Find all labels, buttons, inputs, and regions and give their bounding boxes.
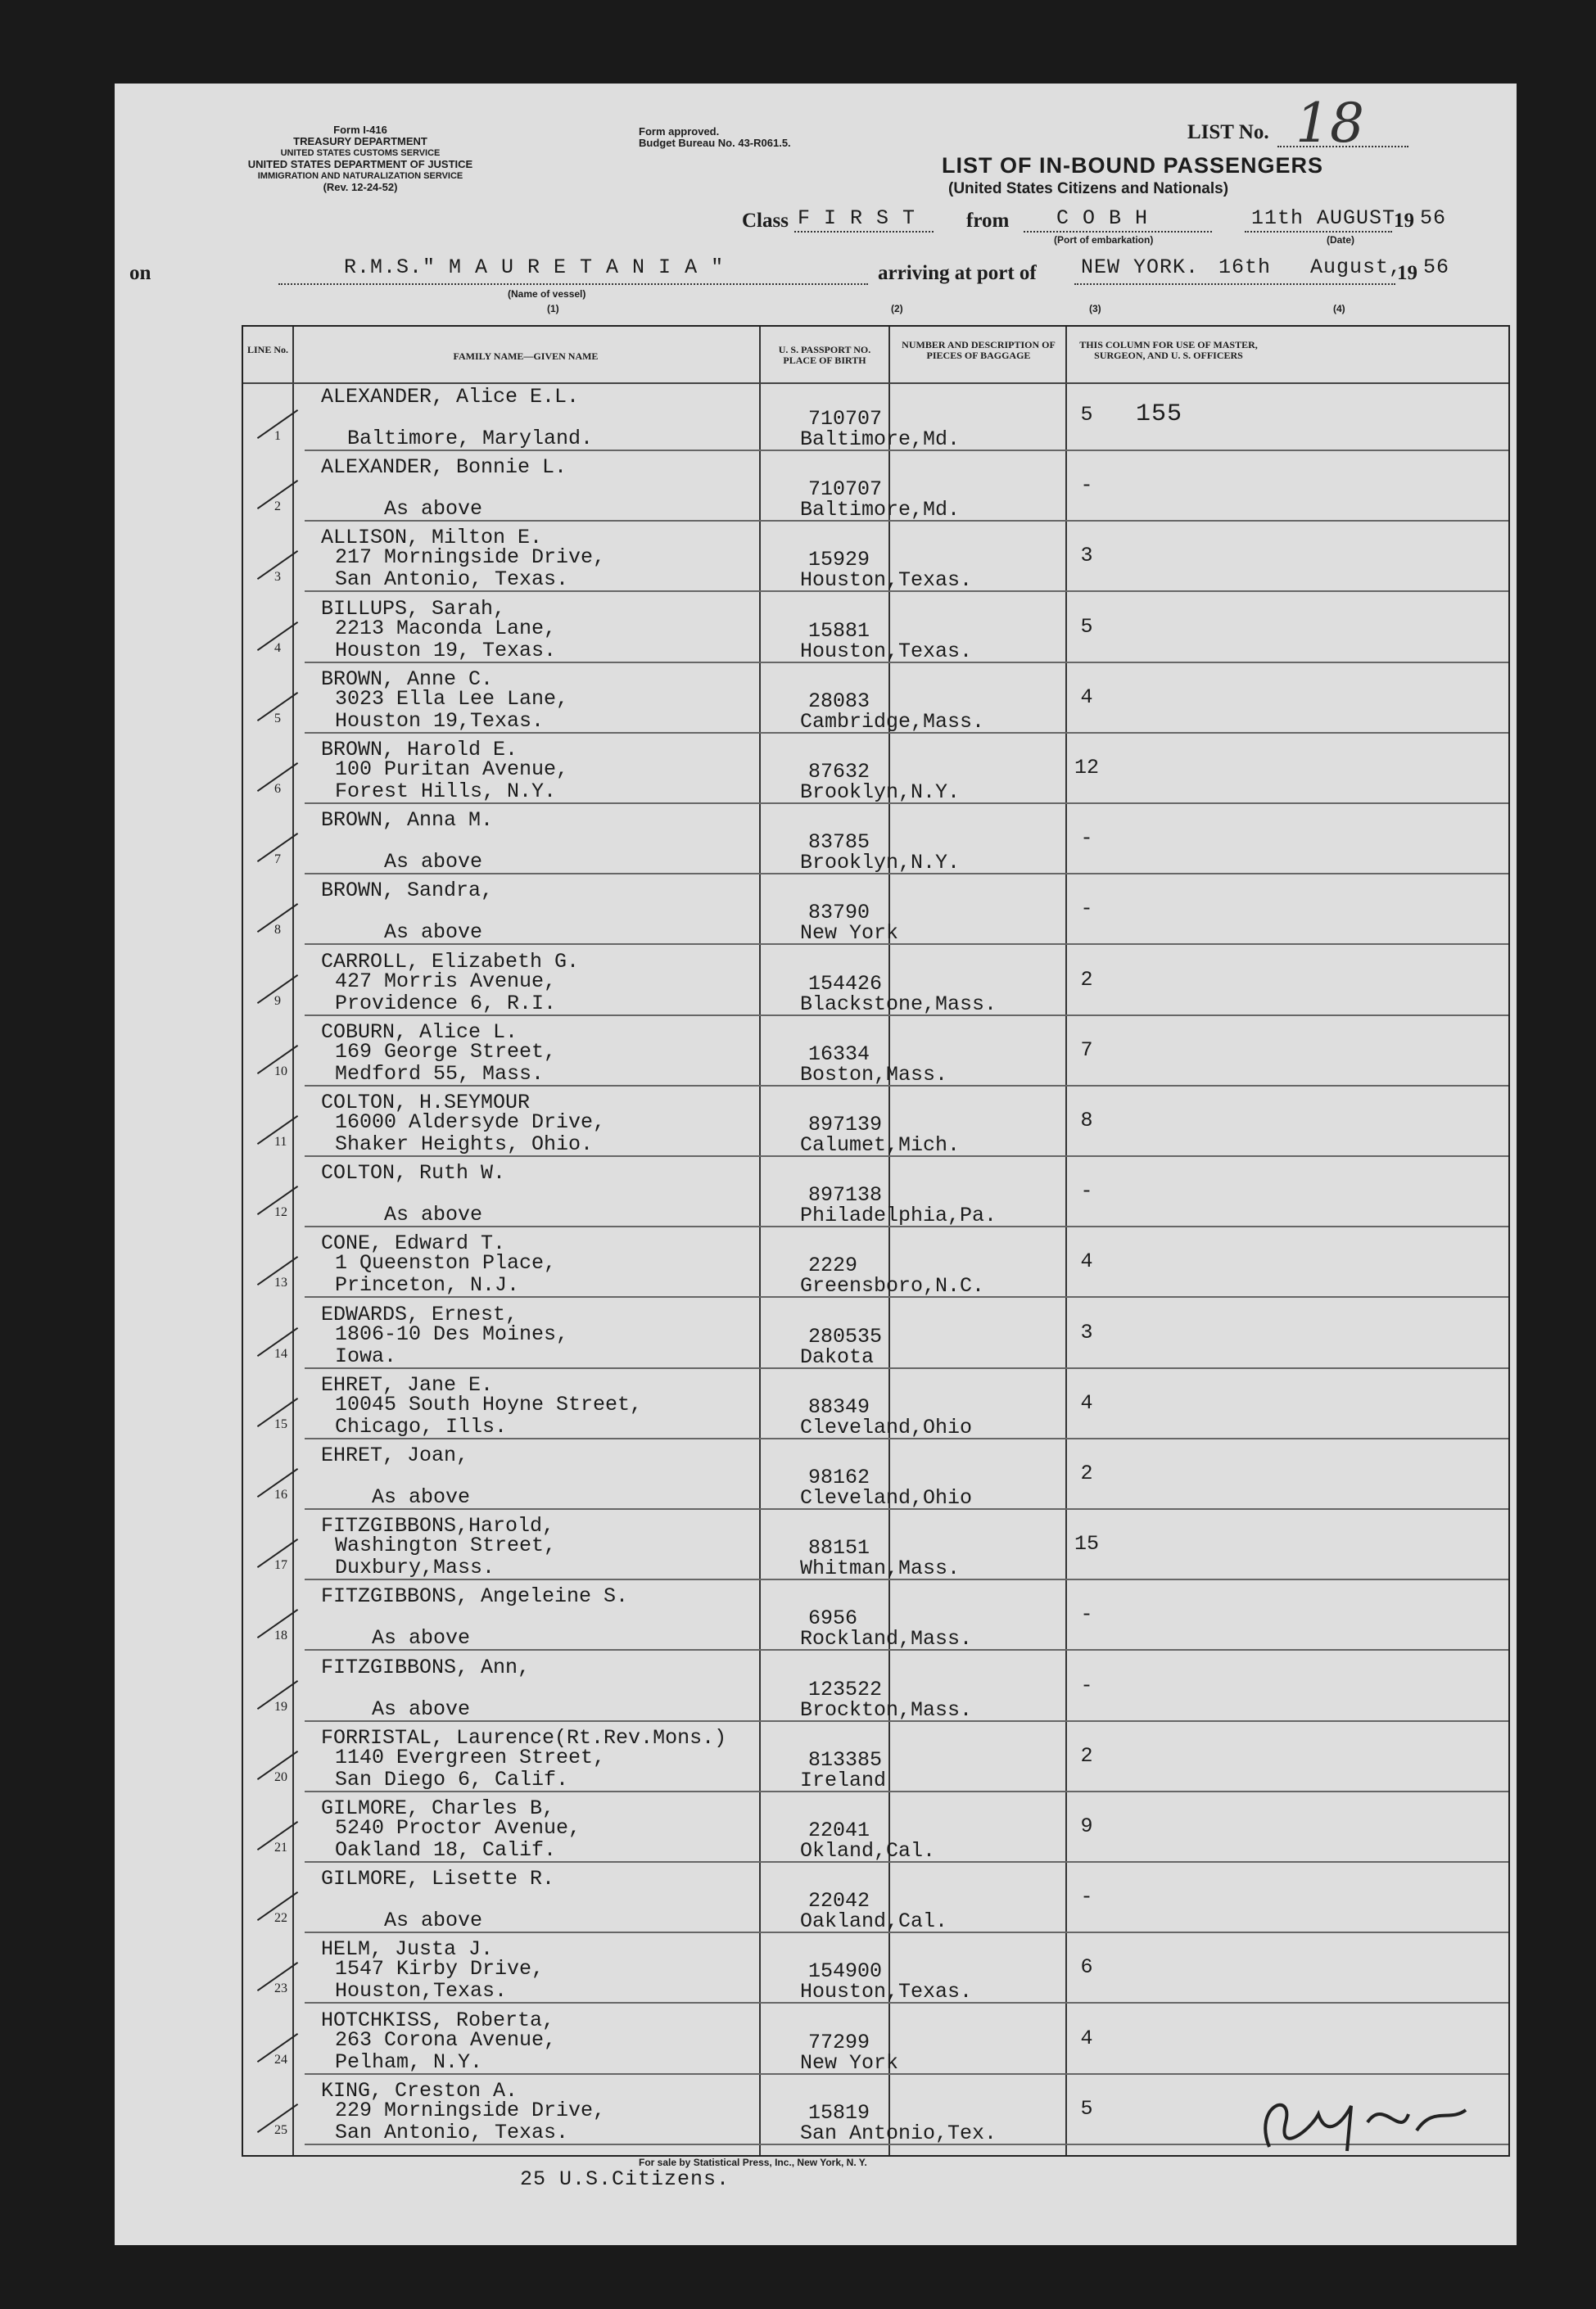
address-line-1: Washington Street, [335, 1534, 557, 1558]
agency-block [221, 124, 500, 193]
place-of-birth: Brooklyn,N.Y. [800, 780, 961, 804]
address-line-1: 10045 South Hoyne Street, [335, 1392, 643, 1417]
list-no-label: LIST No. [1187, 121, 1269, 143]
address-line-2: Houston 19, Texas. [335, 638, 557, 662]
table-row [243, 806, 1508, 874]
place-of-birth: Brooklyn,N.Y. [800, 851, 961, 875]
header-name: FAMILY NAME—GIVEN NAME [453, 350, 599, 362]
table-row [243, 1300, 1508, 1369]
printer-credit: For sale by Statistical Press, Inc., New York, N. Y. [639, 2157, 867, 2168]
address-line-2: Princeton, N.J. [335, 1273, 520, 1298]
table-row [243, 1724, 1508, 1792]
passenger-name: ALLISON, Milton E. [321, 526, 543, 550]
passenger-name: FORRISTAL, Laurence(Rt.Rev.Mons.) [321, 1725, 727, 1750]
passenger-name: EHRET, Joan, [321, 1444, 469, 1467]
address-line-2: Providence 6, R.I. [335, 991, 557, 1015]
address-line-2: Medford 55, Mass. [335, 1061, 545, 1086]
passport-number: 28083 [808, 689, 870, 713]
passport-number: 22042 [808, 1889, 870, 1914]
address-line-1: 2213 Maconda Lane, [335, 616, 557, 640]
list-number-handwritten: 18 [1295, 92, 1364, 155]
place-of-birth: Ireland [800, 1768, 887, 1792]
table-row [243, 594, 1508, 663]
passenger-name: EDWARDS, Ernest, [321, 1302, 518, 1326]
address-line-2: As above [335, 1203, 483, 1227]
table-row [243, 876, 1508, 945]
line-number: 2 [274, 499, 281, 514]
place-of-birth: Philadelphia,Pa. [800, 1204, 997, 1228]
line-number: 8 [274, 923, 281, 938]
table-row [243, 1511, 1508, 1580]
baggage-count: - [1080, 1885, 1093, 1909]
line-number: 15 [274, 1417, 287, 1431]
place-of-birth: Rockland,Mass. [800, 1627, 973, 1652]
baggage-count: 12 [1074, 756, 1099, 779]
place-of-birth: New York [800, 921, 899, 946]
passport-number: 16334 [808, 1042, 870, 1066]
header-passport: U. S. PASSPORT NO. PLACE OF BIRTH [778, 344, 871, 366]
baggage-count: 4 [1080, 2026, 1093, 2050]
baggage-count: 2 [1080, 967, 1093, 992]
revision: (Rev. 12-24-52) [323, 181, 398, 193]
passenger-name: COLTON, Ruth W. [321, 1161, 506, 1186]
passport-number: 88349 [808, 1394, 870, 1419]
passenger-name: FITZGIBBONS,Harold, [321, 1514, 555, 1539]
address-line-1: 229 Morningside Drive, [335, 2098, 606, 2122]
line-number: 19 [274, 1699, 287, 1714]
table-row [243, 735, 1508, 804]
line-number: 22 [274, 1911, 287, 1926]
header-baggage: NUMBER AND DESCRIPTION OF PIECES OF BAGGAGE [902, 339, 1056, 361]
passport-number: 154426 [808, 971, 883, 996]
passenger-name: COBURN, Alice L. [321, 1019, 518, 1044]
address-line-1: 100 Puritan Avenue, [335, 757, 569, 781]
budget-bureau: Budget Bureau No. 43-R061.5. [639, 137, 791, 149]
embark-port-value: C O B H [1056, 206, 1149, 230]
line-number: 5 [274, 711, 281, 725]
class-label: Class [742, 210, 789, 232]
line-number: 11 [274, 1135, 287, 1149]
passenger-name: ALEXANDER, Bonnie L. [321, 455, 567, 480]
col-caption-3: (3) [1089, 303, 1101, 314]
passenger-name: CONE, Edward T. [321, 1231, 506, 1256]
table-row [243, 665, 1508, 734]
passenger-name: HOTCHKISS, Roberta, [321, 2008, 555, 2032]
passenger-name: BROWN, Anne C. [321, 666, 494, 691]
place-of-birth: Dakota [800, 1344, 875, 1369]
passport-number: 22041 [808, 1819, 870, 1842]
place-of-birth: Boston,Mass. [800, 1062, 948, 1087]
table-row [243, 1159, 1508, 1227]
dept-justice: UNITED STATES DEPARTMENT OF JUSTICE [247, 158, 473, 170]
passenger-name: GILMORE, Lisette R. [321, 1867, 555, 1891]
table-row [243, 1229, 1508, 1298]
line-number: 9 [274, 993, 281, 1008]
passport-number: 154900 [808, 1959, 883, 1984]
place-of-birth: Okland,Cal. [800, 1839, 936, 1863]
baggage-count: - [1080, 473, 1093, 498]
inspector-signature [1245, 2073, 1490, 2171]
embark-port-caption: (Port of embarkation) [1054, 234, 1154, 246]
address-line-2: As above [335, 497, 483, 522]
address-line-1: 1140 Evergreen Street, [335, 1745, 606, 1769]
table-row [243, 523, 1508, 592]
address-line-1: 1 Queenston Place, [335, 1251, 557, 1276]
address-line-2: Shaker Heights, Ohio. [335, 1132, 594, 1156]
from-label: from [966, 210, 1010, 232]
line-number: 17 [274, 1558, 287, 1573]
table-row [243, 453, 1508, 522]
form-number: Form I-416 [333, 124, 387, 136]
passenger-name: BROWN, Anna M. [321, 808, 494, 833]
passport-number: 813385 [808, 1747, 883, 1772]
address-line-2: As above [335, 1626, 471, 1651]
passenger-name: BROWN, Harold E. [321, 738, 518, 761]
place-of-birth: Calumet,Mich. [800, 1133, 961, 1157]
passport-number: 15819 [808, 2100, 870, 2125]
address-line-2: San Antonio, Texas. [335, 567, 569, 592]
table-row [243, 1935, 1508, 2004]
table-row [243, 947, 1508, 1016]
passenger-name: FITZGIBBONS, Angeleine S. [321, 1584, 629, 1609]
line-number: 10 [274, 1064, 287, 1078]
address-line-2: As above [335, 1909, 483, 1933]
baggage-count: 2 [1080, 1743, 1093, 1768]
address-line-2: Houston,Texas. [335, 1979, 508, 2004]
arrival-day: 16th [1218, 255, 1272, 279]
passport-number: 98162 [808, 1466, 870, 1489]
passport-number: 897139 [808, 1113, 883, 1136]
baggage-count: 9 [1080, 1814, 1093, 1838]
passenger-name: COLTON, H.SEYMOUR [321, 1091, 531, 1114]
address-line-2: Pelham, N.Y. [335, 2049, 483, 2074]
line-number: 1 [274, 429, 281, 443]
passport-number: 2229 [808, 1254, 858, 1278]
document-title: LIST OF IN-BOUND PASSENGERS [942, 153, 1324, 178]
year-prefix: 19 [1394, 210, 1414, 232]
arriving-label: arriving at port of [878, 262, 1037, 284]
place-of-birth: Baltimore,Md. [800, 427, 961, 451]
place-of-birth: Whitman,Mass. [800, 1557, 961, 1581]
line-number: 14 [274, 1346, 287, 1361]
document-subtitle: (United States Citizens and Nationals) [948, 180, 1229, 197]
address-line-1: 169 George Street, [335, 1039, 557, 1064]
passport-number: 123522 [808, 1677, 883, 1701]
line-number: 25 [274, 2122, 287, 2137]
passenger-table [242, 325, 1510, 2157]
baggage-count: 5 [1080, 2096, 1093, 2121]
baggage-count: - [1080, 1179, 1093, 1204]
address-line-1: 217 Morningside Drive, [335, 545, 606, 570]
place-of-birth: Houston,Texas. [800, 639, 973, 663]
table-row [243, 2006, 1508, 2075]
place-of-birth: Houston,Texas. [800, 1980, 973, 2004]
table-row [243, 1653, 1508, 1722]
place-of-birth: Brockton,Mass. [800, 1697, 973, 1722]
baggage-count: - [1080, 897, 1093, 921]
form-approved: Form approved. [639, 125, 720, 138]
place-of-birth: New York [800, 2050, 899, 2075]
col-caption-2: (2) [891, 303, 903, 314]
passport-number: 6956 [808, 1606, 858, 1631]
table-row [243, 1371, 1508, 1439]
arrival-port: NEW YORK. [1081, 255, 1200, 279]
place-of-birth: Cleveland,Ohio [800, 1486, 973, 1510]
line-number: 20 [274, 1769, 287, 1784]
baggage-count: 2 [1080, 1462, 1093, 1485]
departure-date: 11th AUGUST [1251, 206, 1396, 230]
passenger-total: 25 U.S.Citizens. [520, 2167, 730, 2191]
passenger-name: BROWN, Sandra, [321, 879, 494, 903]
passenger-name: FITZGIBBONS, Ann, [321, 1655, 531, 1679]
line-number: 12 [274, 1205, 287, 1220]
baggage-count: 5 [1080, 614, 1093, 639]
passenger-name: BILLUPS, Sarah, [321, 596, 506, 621]
line-number: 23 [274, 1981, 287, 1996]
header-officers: THIS COLUMN FOR USE OF MASTER, SURGEON, AND U. S. OFFICERS [1079, 339, 1258, 361]
baggage-count: 3 [1080, 1320, 1093, 1344]
passenger-name: GILMORE, Charles B, [321, 1796, 555, 1820]
place-of-birth: Houston,Texas. [800, 568, 973, 593]
passport-number: 77299 [808, 2030, 870, 2054]
place-of-birth: Cambridge,Mass. [800, 709, 985, 734]
address-line-2: San Antonio, Texas. [335, 2120, 569, 2144]
place-of-birth: Cleveland,Ohio [800, 1415, 973, 1439]
passport-number: 710707 [808, 407, 883, 431]
passport-number: 15929 [808, 548, 870, 572]
passport-number: 88151 [808, 1536, 870, 1561]
address-line-2: As above [335, 920, 483, 945]
passport-number: 83790 [808, 901, 870, 925]
address-line-2: As above [335, 1485, 471, 1509]
table-row [243, 1018, 1508, 1087]
date-caption: (Date) [1327, 234, 1355, 246]
line-number: 4 [274, 640, 281, 655]
dept-ins: IMMIGRATION AND NATURALIZATION SERVICE [257, 171, 463, 181]
address-line-2: Duxbury,Mass. [335, 1556, 495, 1580]
passenger-list-document [115, 84, 1517, 2245]
passport-number: 15881 [808, 618, 870, 643]
officer-annotation: 155 [1136, 400, 1183, 428]
line-number: 16 [274, 1488, 287, 1502]
line-number: 6 [274, 782, 281, 796]
passenger-name: HELM, Justa J. [321, 1937, 494, 1962]
place-of-birth: Oakland,Cal. [800, 1909, 948, 1934]
address-line-1: 16000 Aldersyde Drive, [335, 1110, 606, 1134]
baggage-count: - [1080, 1673, 1093, 1697]
line-number: 21 [274, 1841, 287, 1855]
place-of-birth: Baltimore,Md. [800, 498, 961, 522]
address-line-2: Houston 19,Texas. [335, 708, 545, 733]
line-number: 13 [274, 1276, 287, 1290]
address-line-1: 1547 Kirby Drive, [335, 1957, 545, 1981]
passport-number: 83785 [808, 830, 870, 855]
baggage-count: 8 [1080, 1109, 1093, 1132]
address-line-2: San Diego 6, Calif. [335, 1767, 569, 1792]
place-of-birth: San Antonio,Tex. [800, 2121, 997, 2145]
passenger-name: ALEXANDER, Alice E.L. [321, 385, 580, 409]
line-number: 7 [274, 852, 281, 867]
baggage-count: 4 [1080, 1390, 1093, 1415]
passport-number: 280535 [808, 1324, 883, 1349]
passenger-name: CARROLL, Elizabeth G. [321, 949, 580, 974]
col-caption-4: (4) [1333, 303, 1345, 314]
address-line-2: Forest Hills, N.Y. [335, 779, 557, 803]
baggage-count: 6 [1080, 1955, 1093, 1980]
baggage-count: 4 [1080, 685, 1093, 709]
year-prefix-2: 19 [1397, 262, 1417, 284]
address-line-1: 263 Corona Avenue, [335, 2027, 557, 2052]
passport-number: 897138 [808, 1183, 883, 1208]
address-line-1: 1806-10 Des Moines, [335, 1322, 569, 1346]
arrival-month: August, [1310, 255, 1403, 279]
table-row [243, 1441, 1508, 1510]
address-line-1: 3023 Ella Lee Lane, [335, 686, 569, 711]
vessel-name: R.M.S." M A U R E T A N I A " [344, 255, 725, 279]
place-of-birth: Greensboro,N.C. [800, 1274, 985, 1299]
passenger-name: EHRET, Jane E. [321, 1372, 494, 1397]
baggage-count: 7 [1080, 1037, 1093, 1062]
address-line-2: Baltimore, Maryland. [335, 427, 594, 450]
table-row [243, 1088, 1508, 1157]
place-of-birth: Blackstone,Mass. [800, 992, 997, 1016]
departure-year: 56 [1420, 206, 1447, 230]
table-row [243, 1794, 1508, 1863]
address-line-1: 427 Morris Avenue, [335, 969, 557, 993]
baggage-count: 15 [1074, 1532, 1099, 1557]
baggage-count: - [1080, 1602, 1093, 1627]
passport-number: 87632 [808, 760, 870, 784]
baggage-count: 5 [1080, 403, 1093, 427]
address-line-2: Oakland 18, Calif. [335, 1838, 557, 1862]
table-row [243, 1864, 1508, 1933]
vessel-caption: (Name of vessel) [508, 288, 586, 300]
line-number: 24 [274, 2052, 287, 2067]
table-row [243, 1582, 1508, 1651]
dept-treasury: TREASURY DEPARTMENT [293, 135, 427, 147]
col-caption-1: (1) [547, 303, 559, 314]
class-value: F I R S T [798, 206, 916, 230]
passport-number: 710707 [808, 477, 883, 502]
passenger-name: KING, Creston A. [321, 2078, 518, 2103]
baggage-count: - [1080, 826, 1093, 851]
baggage-count: 4 [1080, 1249, 1093, 1274]
baggage-count: 3 [1080, 544, 1093, 568]
address-line-2: As above [335, 1697, 471, 1721]
address-line-2: As above [335, 850, 483, 874]
on-label: on [129, 262, 151, 284]
address-line-1: 5240 Proctor Avenue, [335, 1816, 581, 1840]
line-number: 18 [274, 1629, 287, 1643]
line-number: 3 [274, 570, 281, 585]
header-line-no: LINE No. [246, 344, 288, 355]
address-line-2: Chicago, Ills. [335, 1414, 508, 1439]
address-line-2: Iowa. [335, 1344, 397, 1368]
table-row [243, 382, 1508, 451]
dept-customs: UNITED STATES CUSTOMS SERVICE [280, 148, 441, 158]
arrival-year: 56 [1423, 255, 1450, 279]
